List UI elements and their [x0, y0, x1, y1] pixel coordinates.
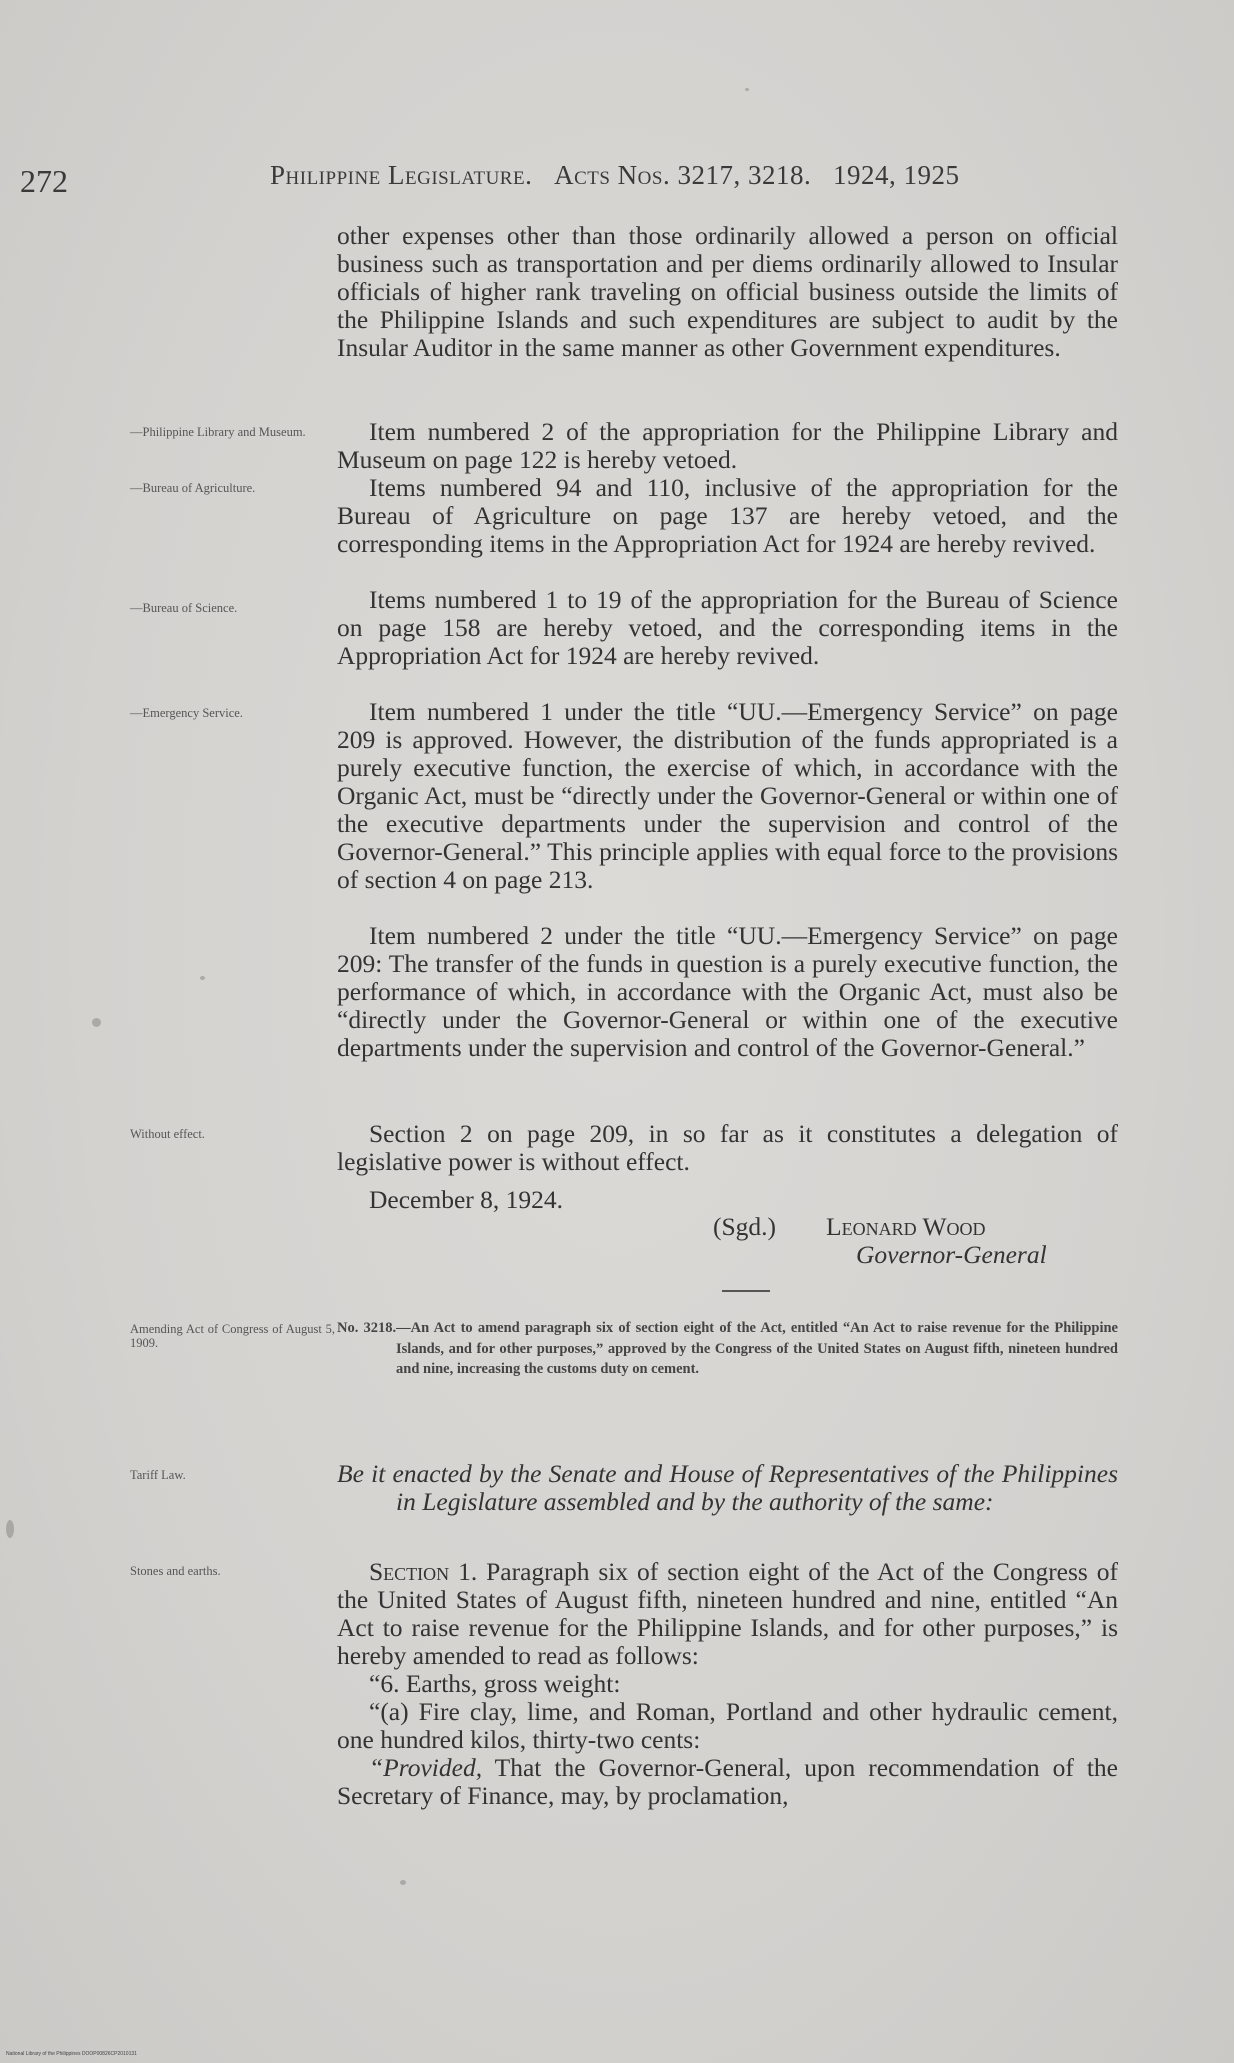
signature-title: Governor-General	[856, 1240, 1047, 1269]
section-library-text: Item numbered 2 of the appropriation for the Philippine Library and Museum on page 122 is hereby vetoed.	[337, 417, 1118, 474]
scan-speck	[92, 1018, 101, 1027]
continuation-paragraph	[337, 222, 1118, 362]
section-agriculture-text: Items numbered 94 and 110, inclusive of the appropriation for the Bureau of Agriculture on page 137 are hereby vetoed, and the corresponding items in the Appropriation Act for 1924 are hereby revived.	[337, 473, 1118, 558]
margin-note-science: —Bureau of Science.	[130, 601, 238, 615]
margin-note-amending-act: Amending Act of Congress of August 5, 1909.	[130, 1322, 335, 1350]
footer-archive-label: National Library of the Philippines DOOP00826CP2010131	[6, 2051, 137, 2057]
quote-item-a: “(a) Fire clay, lime, and Roman, Portland and other hydraulic cement, one hundred kilos, thirty-two cents:	[337, 1697, 1118, 1754]
section-emergency-1-text: Item numbered 1 under the title “UU.—Emergency Service” on page 209 is approved. However, the distribution of the funds appropriated is a purely executive function, the exercise of which, in accordance with the Organic Act, must be “directly under the Governor-General or within one of the executive departments under the supervision and control of the Governor-General.” This principle applies with equal force to the provisions of section 4 on page 213.	[337, 697, 1118, 894]
section-emergency-2	[337, 922, 1118, 1062]
act-title-text: No. 3218.—An Act to amend paragraph six of section eight of the Act, entitled “An Act to raise revenue for the Philippine Islands, and for other purposes,” approved by the Congress of the United States on August fifth, nineteen hundred and nine, increasing the customs duty on cement.	[337, 1320, 1118, 1377]
section-science	[337, 586, 1118, 670]
enacting-clause-text: Be it enacted by the Senate and House of Representatives of the Philippines in Legislature assembled and by the authority of the same:	[337, 1459, 1118, 1516]
scan-speck	[745, 88, 749, 91]
section-1-text: Paragraph six of section eight of the Act of the Congress of the United States of August fifth, nineteen hundred and nine, entitled “An Act to raise revenue for the Philippine Islands, and for other purposes,” is hereby amended to read as follows:	[337, 1557, 1118, 1670]
section-without-effect	[337, 1120, 1118, 1176]
running-head-publication: Philippine Legislature.	[270, 160, 533, 190]
quote-heading: “6. Earths, gross weight:	[369, 1669, 621, 1698]
section-agriculture	[337, 474, 1118, 558]
margin-note-agriculture: —Bureau of Agriculture.	[130, 481, 256, 495]
proviso-label: “Provided,	[369, 1753, 483, 1782]
margin-note-stones-earths: Stones and earths.	[130, 1564, 221, 1578]
act-title	[337, 1318, 1118, 1380]
section-without-effect-text: Section 2 on page 209, in so far as it constitutes a delegation of legislative power is without effect.	[337, 1119, 1118, 1176]
proviso-paragraph	[337, 1754, 1118, 1810]
signature-name: Leonard Wood	[826, 1212, 986, 1241]
scan-speck	[6, 1520, 14, 1538]
section-1-paragraph	[337, 1558, 1118, 1670]
scan-speck	[400, 1880, 406, 1885]
section-divider	[722, 1290, 770, 1292]
margin-note-without-effect: Without effect.	[130, 1127, 205, 1141]
section-1	[337, 1558, 1118, 1810]
proviso-text: That the Governor-General, upon recommendation of the Secretary of Finance, may, by proclamation,	[337, 1753, 1118, 1810]
section-science-text: Items numbered 1 to 19 of the appropriation for the Bureau of Science on page 158 are hereby vetoed, and the corresponding items in the Appropriation Act for 1924 are hereby revived.	[337, 585, 1118, 670]
margin-note-tariff-law: Tariff Law.	[130, 1468, 186, 1482]
continuation-text: other expenses other than those ordinarily allowed a person on official business such as transportation and per diems ordinarily allowed to Insular officials of higher rank traveling on official business outside the limits of the Philippine Islands and such expenditures are subject to audit by the Insular Auditor in the same manner as other Government expenditures.	[337, 221, 1118, 362]
page-number: 272	[20, 163, 68, 199]
section-emergency-1	[337, 698, 1118, 894]
section-library	[337, 418, 1118, 474]
margin-note-emergency: —Emergency Service.	[130, 706, 243, 720]
section-emergency-2-text: Item numbered 2 under the title “UU.—Emergency Service” on page 209: The transfer of the funds in question is a purely executive function, the performance of which, in accordance with the Organic Act, must also be “directly under the Governor-General or within one of the executive departments under the supervision and control of the Governor-General.”	[337, 921, 1118, 1062]
signature-prefix: (Sgd.)	[713, 1212, 777, 1241]
scan-speck	[200, 976, 205, 980]
running-head	[270, 160, 1120, 191]
date-line: December 8, 1924.	[369, 1185, 564, 1214]
running-head-acts: Acts Nos. 3217, 3218.	[554, 160, 812, 190]
running-head-years: 1924, 1925	[832, 160, 960, 190]
margin-note-library: —Philippine Library and Museum.	[130, 425, 306, 439]
section-1-label: Section 1.	[369, 1557, 478, 1586]
enacting-clause	[337, 1460, 1118, 1516]
